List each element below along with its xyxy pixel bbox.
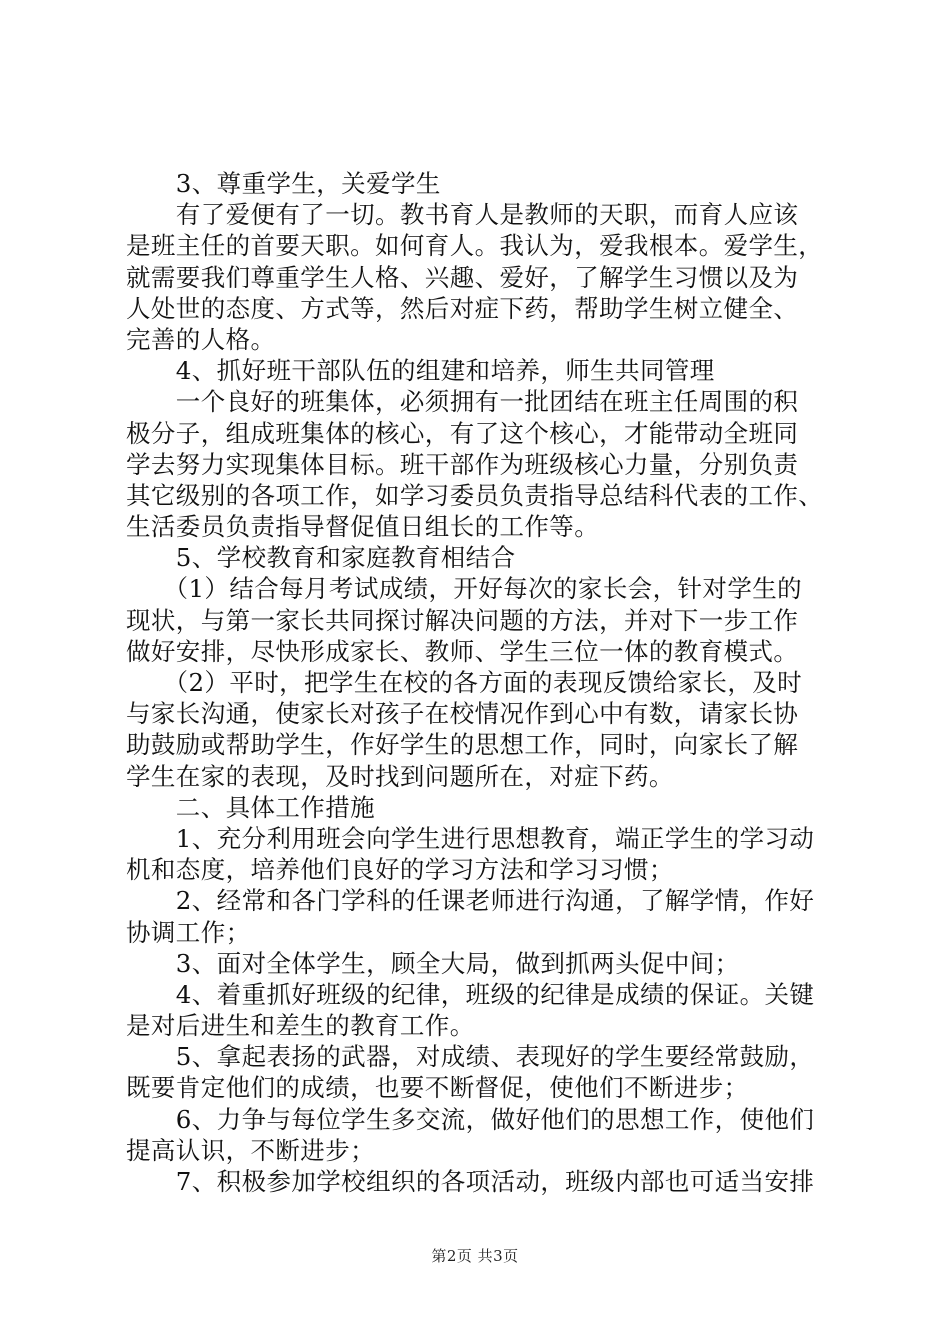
text-line: 生活委员负责指导督促值日组长的工作等。	[126, 512, 600, 542]
text-line: 协调工作；	[126, 917, 251, 947]
text-line: 5、学校教育和家庭教育相结合	[126, 543, 516, 573]
text-line: 二、具体工作措施	[126, 792, 375, 822]
text-line: （2）平时，把学生在校的各方面的表现反馈给家长，及时	[126, 668, 803, 697]
text-line: 一个良好的班集体，必须拥有一批团结在班主任周围的积	[126, 387, 799, 417]
text-line: 人处世的态度、方式等，然后对症下药，帮助学生树立健全、	[126, 293, 799, 323]
document-body	[126, 168, 836, 1197]
text-line: 2、经常和各门学科的任课老师进行沟通，了解学情，作好	[126, 886, 815, 916]
text-line: 3、面对全体学生，顾全大局，做到抓两头促中间；	[126, 948, 740, 978]
text-line: 就需要我们尊重学生人格、兴趣、爱好，了解学生习惯以及为	[126, 262, 799, 292]
text-line: 助鼓励或帮助学生，作好学生的思想工作，同时，向家长了解	[126, 730, 799, 760]
text-line: 5、拿起表扬的武器，对成绩、表现好的学生要经常鼓励，	[126, 1042, 815, 1072]
text-line: 3、尊重学生，关爱学生	[126, 169, 441, 198]
text-line: 是对后进生和差生的教育工作。	[126, 1011, 475, 1041]
text-line: 与家长沟通，使家长对孩子在校情况作到心中有数，请家长协	[126, 699, 799, 729]
text-line: 4、着重抓好班级的纪律，班级的纪律是成绩的保证。关键	[126, 979, 815, 1009]
text-line: 是班主任的首要天职。如何育人。我认为，爱我根本。爱学生，	[126, 231, 824, 261]
text-line: 1、充分利用班会向学生进行思想教育，端正学生的学习动	[126, 823, 815, 853]
text-line: 现状，与第一家长共同探讨解决问题的方法，并对下一步工作	[126, 605, 799, 635]
text-line: 既要肯定他们的成绩，也要不断督促，使他们不断进步；	[126, 1073, 749, 1103]
text-line: （1）结合每月考试成绩，开好每次的家长会，针对学生的	[126, 574, 803, 604]
text-line: 6、力争与每位学生多交流，做好他们的思想工作，使他们	[126, 1104, 815, 1134]
text-line: 做好安排，尽快形成家长、教师、学生三位一体的教育模式。	[126, 636, 799, 666]
page-number-footer: 第2页 共3页	[431, 1247, 519, 1265]
text-line: 机和态度，培养他们良好的学习方法和学习习惯；	[126, 855, 674, 885]
text-line: 4、抓好班干部队伍的组建和培养，师生共同管理	[126, 356, 715, 386]
text-line: 提高认识，不断进步；	[126, 1135, 375, 1165]
text-line: 学生在家的表现，及时找到问题所在，对症下药。	[126, 761, 674, 791]
text-line: 其它级别的各项工作，如学习委员负责指导总结科代表的工作、	[126, 480, 824, 510]
text-line: 学去努力实现集体目标。班干部作为班级核心力量，分别负责	[126, 449, 799, 479]
text-line: 极分子，组成班集体的核心，有了这个核心，才能带动全班同	[126, 418, 799, 448]
text-line: 7、积极参加学校组织的各项活动，班级内部也可适当安排	[126, 1167, 815, 1196]
text-line: 有了爱便有了一切。教书育人是教师的天职，而育人应该	[126, 200, 799, 230]
text-line: 完善的人格。	[126, 324, 276, 354]
